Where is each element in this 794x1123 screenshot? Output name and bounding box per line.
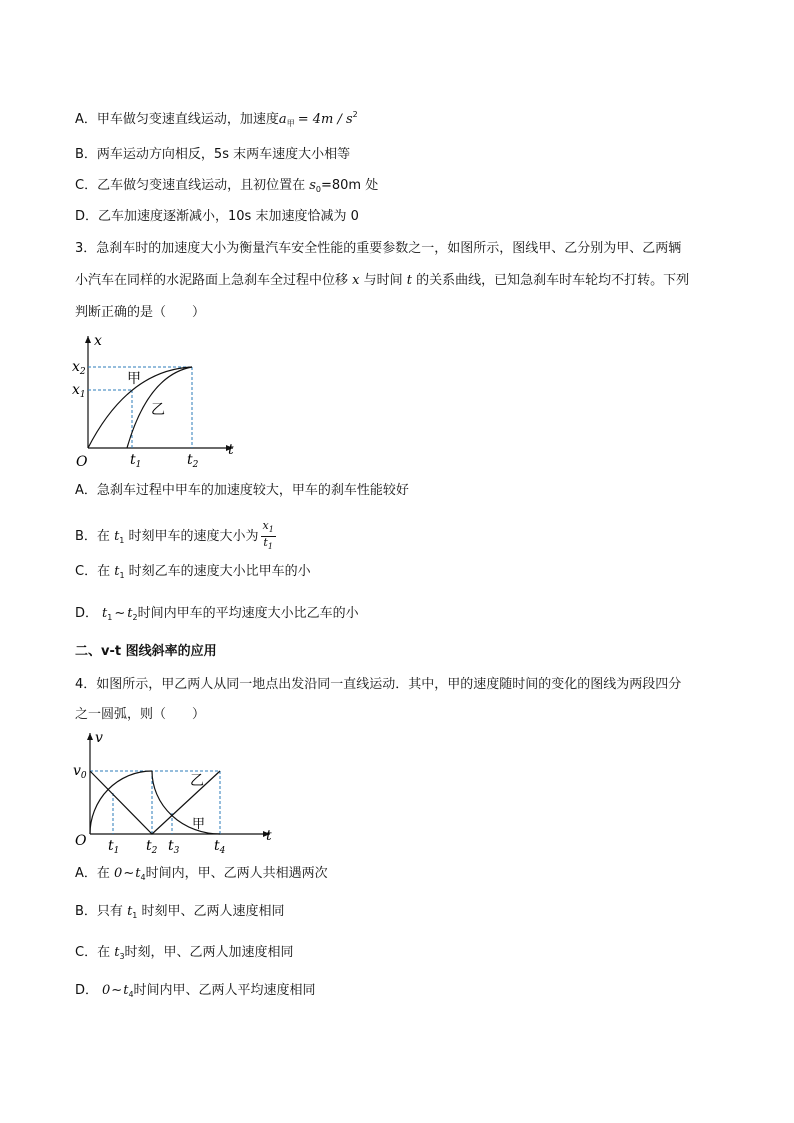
tilde: ~ [123,866,135,881]
y-axis-label: x [94,333,102,349]
option-text-after: =80m 处 [320,178,379,193]
q3-stem-line2 [75,272,689,290]
section-title: 二、v-t 图线斜率的应用 [75,644,217,659]
origin-label: O [75,833,87,849]
tick-t4: $t_4$ [214,838,226,856]
var-t-subscript: 4 [128,990,134,999]
stem-text: 小汽车在同样的水泥路面上急刹车全过程中位移 [75,273,353,288]
q2-option-a [75,106,358,133]
q4-vt-graph [70,728,280,856]
option-text: 急刹车过程中甲车的加速度较大，甲车的刹车性能较好 [96,483,409,498]
option-label: C． [75,945,98,960]
var-s-subscript: 0 [315,185,321,194]
formula-accel-exponent: 2 [352,110,358,119]
q2-option-c [75,177,378,199]
stem-text: 与时间 [359,273,407,288]
tick-v0: $v_0$ [73,763,87,781]
fraction-x1-over-t1 [261,520,276,553]
var-t-subscript: 2 [132,613,138,622]
option-text: 在 [97,564,115,579]
option-text: 两车运动方向相反，5s 末两车速度大小相等 [96,147,351,162]
curve-label-jia: 甲 [127,371,141,387]
curve-label-jia: 甲 [192,817,206,832]
x-axis-label: t [228,442,234,458]
formula-accel-symbol: a [278,112,287,127]
var-t-subscript: 1 [107,613,113,622]
tick-t3: $t_3$ [168,838,180,856]
q3-option-b [75,520,276,553]
option-label: A． [75,112,97,127]
var-t-subscript: 1 [119,571,125,580]
q4-option-c [75,944,294,966]
option-label: B． [75,904,97,919]
frac-denominator-sub: 1 [267,542,273,551]
y-axis-label: v [95,730,103,746]
option-text: 乙车加速度逐渐减小，10s 末加速度恰减为 0 [98,209,359,224]
option-text-after: 时间内甲、乙两人平均速度相同 [133,983,316,998]
q4-option-d [75,982,316,1004]
q3-xt-graph [68,330,248,475]
var-t: t [114,529,120,544]
var-t-subscript: 4 [140,873,146,882]
option-label: D． [75,983,99,998]
q3-stem-line1: 3．急刹车时的加速度大小为衡量汽车安全性能的重要参数之一，如图所示，图线甲、乙分别为甲、乙两辆 [75,241,682,256]
var-x: x [352,273,360,288]
origin-label: O [76,454,88,470]
var-t-subscript: 1 [132,911,138,920]
option-text: 在 [97,945,115,960]
frac-numerator-sub: 1 [268,525,274,534]
option-label: C． [75,178,98,193]
curve-label-yi: 乙 [190,773,204,789]
var-t: t [406,273,412,288]
var-t: t [123,983,129,998]
x-axis-label: t [266,828,272,844]
option-label: D． [75,209,99,224]
var-t-subscript: 3 [119,952,125,961]
option-text: 在 [96,866,115,881]
q2-option-b [75,146,350,164]
tilde: ~ [111,983,123,998]
q3-option-a [75,482,409,500]
option-text-after: 时刻乙车的速度大小比甲车的小 [124,564,311,579]
curve-label-yi: 乙 [151,402,165,418]
tick-t1: $t_1$ [130,452,142,470]
formula-accel-value: = 4m / s [297,112,353,127]
var-t: t [102,606,108,621]
option-text-after: 时刻，甲、乙两人加速度相同 [124,945,294,960]
option-text-after: 时间内甲车的平均速度大小比乙车的小 [137,606,359,621]
option-text: 只有 [96,904,128,919]
tick-t1: $t_1$ [108,838,120,856]
q4-option-b [75,903,285,925]
option-text: 在 [96,529,115,544]
option-text: 甲车做匀变速直线运动，加速度 [96,112,279,127]
formula-accel-subscript: 甲 [286,119,295,128]
zero: 0 [102,983,111,998]
zero: 0 [114,866,123,881]
var-t: t [114,945,120,960]
var-t-subscript: 1 [119,536,125,545]
var-s: s [309,178,316,193]
option-text-after: 时刻甲、乙两人速度相同 [137,904,285,919]
q3-option-d [75,605,359,627]
var-t: t [114,564,120,579]
tick-x1: $x_1$ [72,382,86,400]
frac-numerator: x [262,519,269,532]
tick-t2: $t_2$ [187,452,199,470]
option-label: A． [75,483,97,498]
tilde: ~ [114,606,126,621]
q3-option-c [75,563,311,585]
stem-text: 的关系曲线，已知急刹车时车轮均不打转。下列 [411,273,690,288]
var-t: t [135,866,141,881]
q4-stem-line2: 之一圆弧，则（ ） [75,707,206,722]
option-label: B． [75,147,97,162]
option-text: 乙车做匀变速直线运动，且初位置在 [97,178,310,193]
option-label: D． [75,606,99,621]
option-text-after: 时间内，甲、乙两人共相遇两次 [145,866,328,881]
tick-x2: $x_2$ [72,359,86,377]
option-label: B． [75,529,97,544]
option-text-after: 时刻甲车的速度大小为 [124,529,259,544]
option-label: A． [75,866,97,881]
q4-stem-line1: 4．如图所示，甲乙两人从同一地点出发沿同一直线运动．其中，甲的速度随时间的变化的图线为两段四分 [75,677,682,692]
frac-denominator: t [263,536,268,549]
q2-option-d [75,208,359,226]
q4-option-a [75,865,328,887]
option-label: C． [75,564,98,579]
tick-t2: $t_2$ [146,838,158,856]
var-t: t [127,606,133,621]
q3-stem-line3: 判断正确的是（ ） [75,305,206,320]
var-t: t [127,904,133,919]
